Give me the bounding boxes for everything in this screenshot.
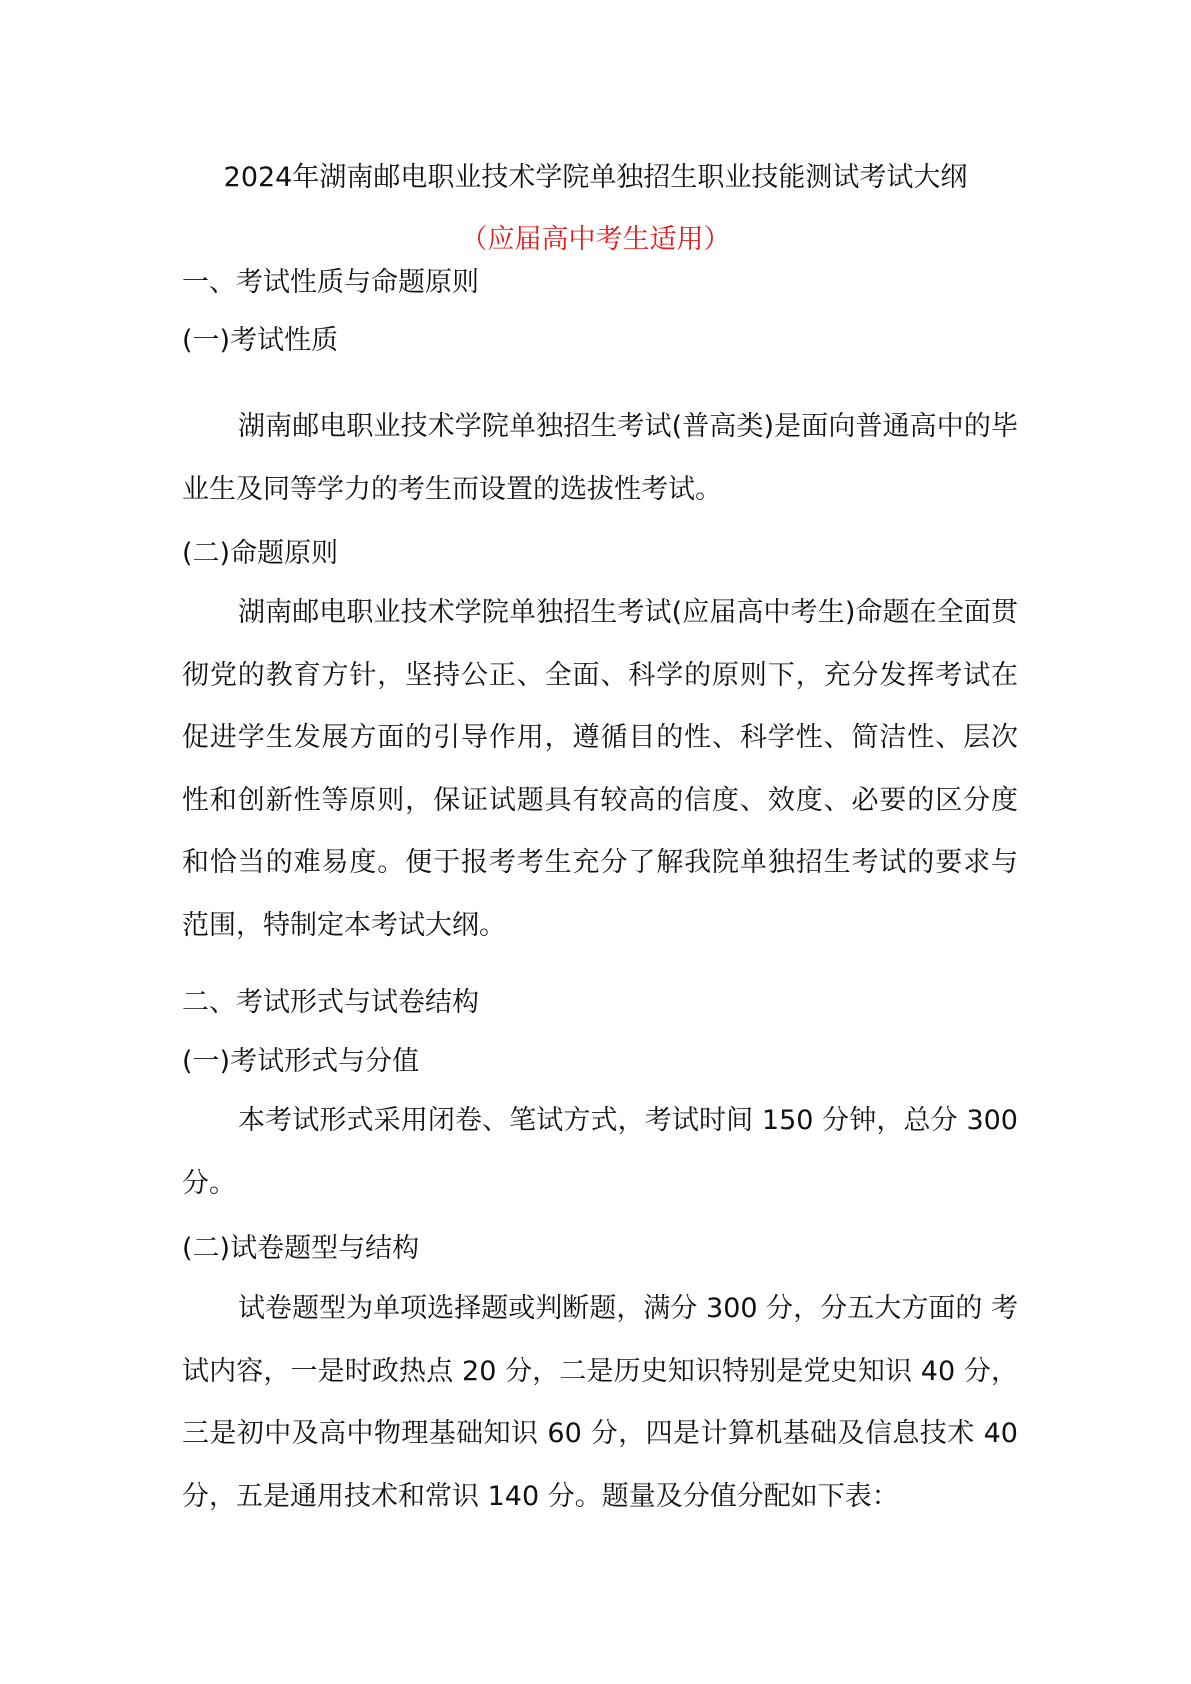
section-1-2-heading: (二)命题原则	[182, 538, 339, 569]
section-2-1-heading: (一)考试形式与分值	[182, 1046, 420, 1077]
section-1-2-text: 湖南邮电职业技术学院单独招生考试(应届高中考生)命题在全面贯彻党的教育方针，坚持公正、全面、科学的原则下，充分发挥考试在促进学生发展方面的引导作用，遵循目的性、科学性、简洁性、层次性和创新性等原则，保证试题具有较高的信度、效度、必要的区分度和恰当的难易度。便于报考考生充分了解我院单独招生考试的要求与范围，特制定本考试大纲。	[182, 597, 1018, 941]
section-2-heading: 二、考试形式与试卷结构	[182, 987, 479, 1018]
section-1-heading: 一、考试性质与命题原则	[182, 267, 479, 298]
section-1-1-text: 湖南邮电职业技术学院单独招生考试(普高类)是面向普通高中的毕业生及同等学力的考生而设置的选拔性考试。	[182, 411, 1018, 505]
section-1-1-heading: (一)考试性质	[182, 325, 339, 356]
document-subtitle: （应届高中考生适用）	[460, 224, 731, 255]
section-2-2-heading: (二)试卷题型与结构	[182, 1233, 420, 1264]
section-2-1-text: 本考试形式采用闭卷、笔试方式，考试时间 150 分钟，总分 300 分。	[182, 1105, 1018, 1199]
section-2-2-text: 试卷题型为单项选择题或判断题，满分 300 分，分五大方面的 考试内容，一是时政热点 20 分，二是历史知识特别是党史知识 40 分，三是初中及高中物理基础知识 60 分，四是计算机基础及信息技术 40 分，五是通用技术和常识 140 分。题量及分值分配如下表：	[182, 1293, 1018, 1512]
document-title: 2024年湖南邮电职业技术学院单独招生职业技能测试考试大纲	[223, 162, 968, 193]
